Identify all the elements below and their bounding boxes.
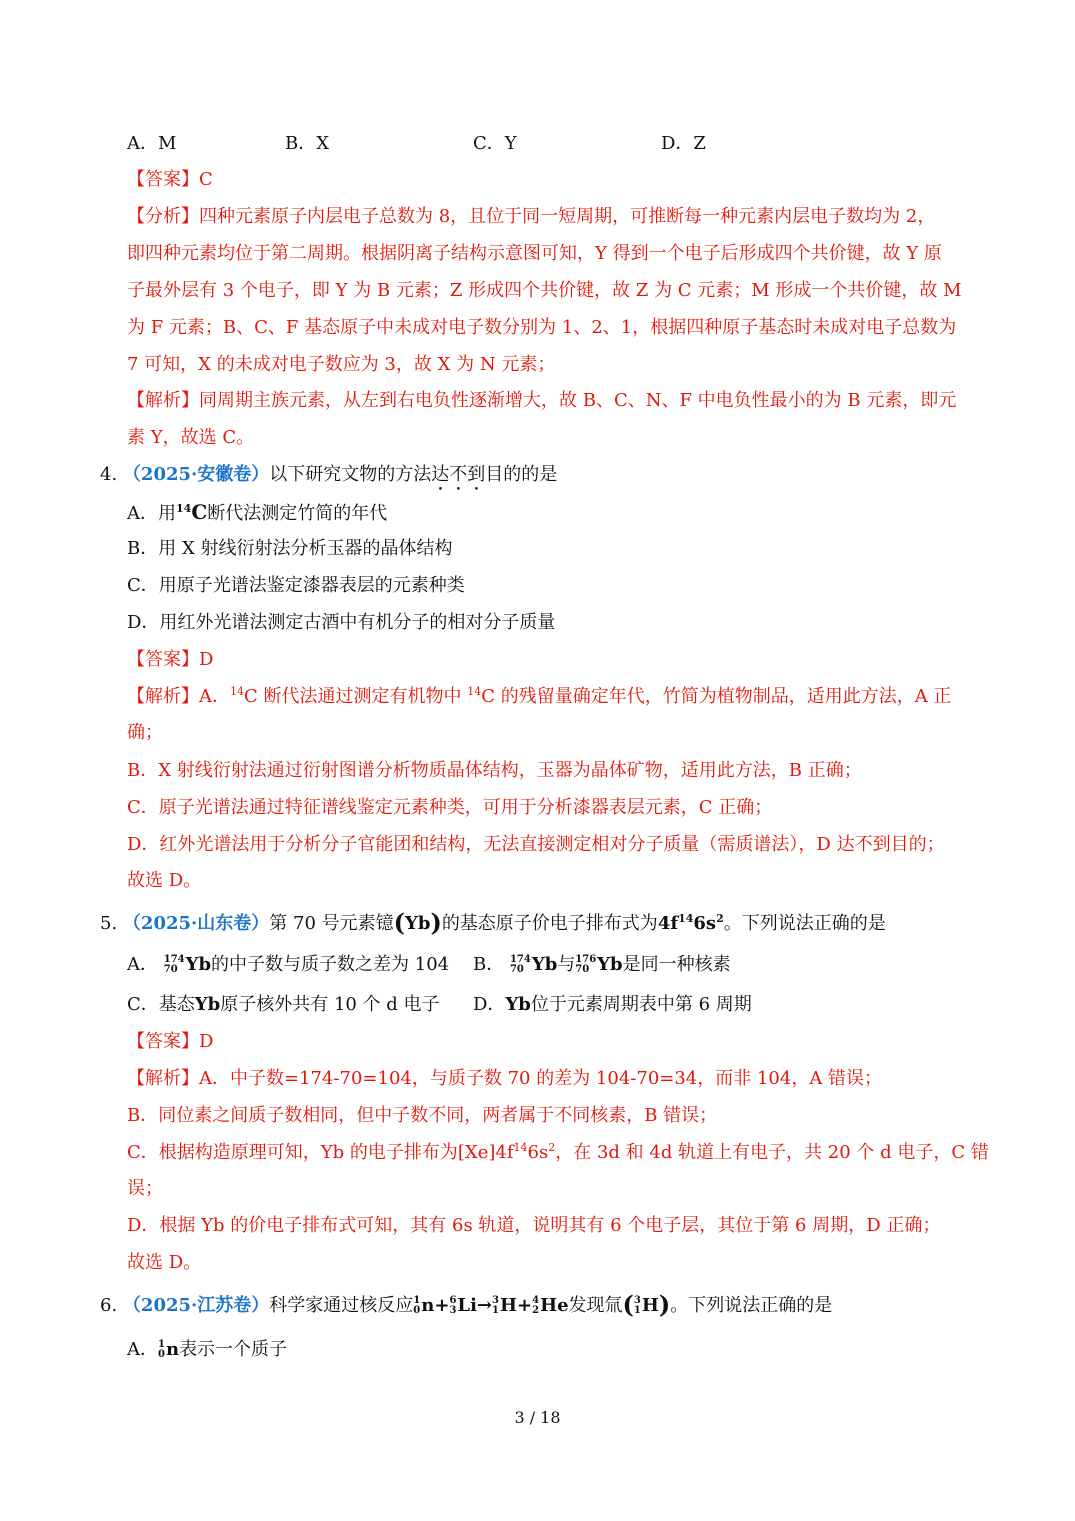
option-label: A．用 [127, 503, 176, 524]
element-symbol: He [540, 1295, 569, 1316]
config-sup: 2 [548, 1141, 556, 1154]
option-c: C．Y [473, 133, 517, 154]
atomic-number: 70 [163, 964, 178, 975]
element-symbol: Yb [505, 994, 531, 1015]
expl-text: 6s [527, 1142, 549, 1163]
explanation-line: C．原子光谱法通过特征谱线鉴定元素种类，可用于分析漆器表层元素，C 正确； [127, 797, 773, 818]
option-row [473, 951, 731, 979]
option-text: 表示一个质子 [179, 1339, 288, 1360]
element-symbol: Yb [405, 913, 431, 934]
stem-text: 的基态原子价电子排布式为 [441, 913, 658, 934]
atomic-number: 70 [575, 964, 590, 975]
option-row [127, 951, 449, 979]
conclusion: 故选 D。 [127, 1252, 202, 1273]
option-b: B．用 X 射线衍射法分析玉器的晶体结构 [127, 538, 453, 559]
expl-text: C．根据构造原理可知，Yb 的电子排布为[Xe]4f [127, 1142, 514, 1163]
answer: 【答案】C [127, 169, 213, 190]
answer: 【答案】D [127, 649, 214, 670]
option-text: C．基态 [127, 994, 195, 1015]
nuclide [492, 1296, 499, 1316]
config: 6s [693, 913, 717, 934]
mass-number: 176 [575, 954, 597, 965]
question-number: 5. [100, 913, 118, 934]
question-source: （2025·安徽卷） [122, 464, 270, 485]
expl-text: 【解析】A． [127, 686, 230, 707]
element-symbol: Yb [185, 954, 212, 975]
atomic-number: 0 [413, 1305, 421, 1316]
stem-text: 目的的是 [485, 464, 558, 485]
option-d: D．用红外光谱法测定古酒中有机分子的相对分子质量 [127, 612, 556, 633]
analysis-line: 7 可知，X 的未成对电子数应为 3，故 X 为 N 元素； [127, 354, 556, 375]
arrow-icon: → [476, 1295, 493, 1316]
element-symbol: C [191, 500, 208, 524]
mass-number: 1 [413, 1295, 421, 1306]
option-a [127, 500, 387, 524]
nuclide [449, 1296, 456, 1316]
question-6-stem: 6. （2025·江苏卷）科学家通过核反应 1 0 n+ 6 3 Li→ 3 1 H+ 4 2 He发现氚( 3 1 H)。下列说法正确的是 [100, 1290, 833, 1319]
stem-text: 发现氚 [568, 1295, 623, 1316]
expl-text: C 的残留量确定年代，竹简为植物制品，适用此方法，A 正 [481, 686, 952, 707]
expl-text: ，在 3d 和 4d 轨道上有电子，共 20 个 d 电子，C 错 [555, 1142, 989, 1163]
question-source: （2025·江苏卷） [122, 1295, 270, 1316]
option-text: 与 [557, 954, 576, 975]
question-number: 6. [100, 1295, 118, 1316]
expl-text: C 断代法通过测定有机物中 [244, 686, 468, 707]
option-a: A．M [127, 133, 177, 154]
option-label: B． [473, 954, 505, 975]
question-source: （2025·山东卷） [122, 913, 270, 934]
nuclide [510, 955, 531, 975]
nuclide [532, 1296, 539, 1316]
analysis-line: 子最外层有 3 个电子，即 Y 为 B 元素；Z 形成四个共价键，故 Z 为 C 元素；M 形成一个共价键，故 M [127, 280, 962, 301]
stem-text: 第 70 号元素镱 [269, 913, 394, 934]
option-text: 是同一种核素 [622, 954, 731, 975]
nuclide [164, 955, 185, 975]
option-label: A． [127, 1339, 158, 1360]
explanation-line: 【解析】A．中子数=174-70=104，与质子数 70 的差为 104-70=34，而非 104，A 错误； [127, 1068, 883, 1089]
explanation-line [127, 685, 951, 709]
config: 4f [657, 913, 679, 934]
nuclide [413, 1296, 420, 1316]
conclusion: 故选 D。 [127, 870, 202, 891]
plus-sign: + [434, 1295, 450, 1316]
config-sup: 14 [513, 1141, 528, 1154]
explanation-line: B．同位素之间质子数相同，但中子数不同，两者属于不同核素，B 错误； [127, 1105, 718, 1126]
atomic-number: 1 [492, 1305, 499, 1316]
atomic-number: 2 [532, 1305, 540, 1316]
explanation-line: D．红外光谱法用于分析分子官能团和结构，无法直接测定相对分子质量（需质谱法），D 达不到目的； [127, 834, 945, 855]
explanation-line: B．X 射线衍射法通过衍射图谱分析物质晶体结构，玉器为晶体矿物，适用此方法，B 正确； [127, 760, 862, 781]
option-b: B．X [285, 133, 330, 154]
option-label: D． [473, 994, 506, 1015]
nuclide [158, 1340, 165, 1360]
question-4-stem [100, 463, 557, 487]
atomic-number: 3 [449, 1305, 457, 1316]
explanation-line: D．根据 Yb 的价电子排布式可知，其有 6s 轨道，说明其有 6 个电子层，其位于第 6 周期，D 正确； [127, 1215, 941, 1236]
option-text: 断代法测定竹简的年代 [207, 503, 388, 524]
element-symbol: H [499, 1295, 517, 1316]
option-d [473, 993, 752, 1017]
element-symbol: H [641, 1295, 659, 1316]
mass-number: 3 [633, 1295, 641, 1306]
atomic-number: 1 [633, 1305, 641, 1316]
option-d: D．Z [661, 133, 706, 154]
mass-number: 6 [449, 1295, 457, 1306]
option-text: 位于元素周期表中第 6 周期 [530, 994, 752, 1015]
config-sup: 2 [716, 912, 724, 925]
stem-text: 。下列说法正确的是 [723, 913, 886, 934]
stem-emphasis: 达不到 [431, 464, 486, 485]
nuclide [634, 1296, 641, 1316]
explanation-line: 误； [127, 1178, 163, 1199]
option-label: A． [127, 954, 158, 975]
option-text: 的中子数与质子数之差为 104 [211, 954, 450, 975]
analysis-line: 为 F 元素；B、C、F 基态原子中未成对电子数分别为 1、2、1，根据四种原子基态时未成对电子总数为 [127, 317, 957, 338]
explanation-line: 确； [127, 722, 163, 743]
nuclide [575, 955, 596, 975]
option-c: C．用原子光谱法鉴定漆器表层的元素种类 [127, 575, 465, 596]
mass-number: 4 [532, 1295, 540, 1306]
explanation-line [127, 1141, 989, 1165]
config-sup: 14 [678, 912, 694, 925]
element-symbol: Li [457, 1295, 477, 1316]
isotope-mass: 14 [230, 685, 244, 698]
atomic-number: 70 [509, 964, 524, 975]
atomic-number: 0 [158, 1349, 165, 1360]
analysis-line: 即四种元素均位于第二周期。根据阴离子结构示意图可知，Y 得到一个电子后形成四个共价键，故 Y 原 [127, 243, 942, 264]
plus-sign: + [517, 1295, 533, 1316]
element-symbol: Yb [194, 994, 221, 1015]
stem-text: 科学家通过核反应 [269, 1295, 414, 1316]
explanation-line: 素 Y，故选 C。 [127, 427, 255, 448]
page-number: 3 / 18 [514, 1408, 561, 1427]
mass-number: 174 [509, 954, 531, 965]
mass-number: 3 [492, 1295, 499, 1306]
particle-symbol: n [165, 1339, 180, 1360]
mass-number: 174 [163, 954, 185, 965]
particle-symbol: n [421, 1295, 435, 1316]
question-5-stem: 5. （2025·山东卷）第 70 号元素镱(Yb)的基态原子价电子排布式为$4f^{14}6s^2$。下列说法正确的是 [100, 908, 886, 937]
answer: 【答案】D [127, 1031, 214, 1052]
element-symbol: Yb [531, 954, 558, 975]
option-c [127, 993, 440, 1017]
isotope-mass: 14 [176, 502, 192, 515]
option-a [127, 1336, 287, 1364]
analysis-line: 【分析】四种元素原子内层电子总数为 8，且位于同一短周期，可推断每一种元素内层电子数均为 2， [127, 206, 936, 227]
isotope-mass: 14 [467, 685, 482, 698]
explanation-line: 【解析】同周期主族元素，从左到右电负性逐渐增大，故 B、C、N、F 中电负性最小的为 B 元素，即元 [127, 390, 957, 411]
stem-text: 。下列说法正确的是 [670, 1295, 833, 1316]
question-number: 4. [100, 464, 118, 485]
stem-text: 以下研究文物的方法 [269, 464, 432, 485]
element-symbol: Yb [597, 954, 623, 975]
mass-number: 1 [158, 1339, 165, 1350]
option-text: 原子核外共有 10 个 d 电子 [220, 994, 440, 1015]
